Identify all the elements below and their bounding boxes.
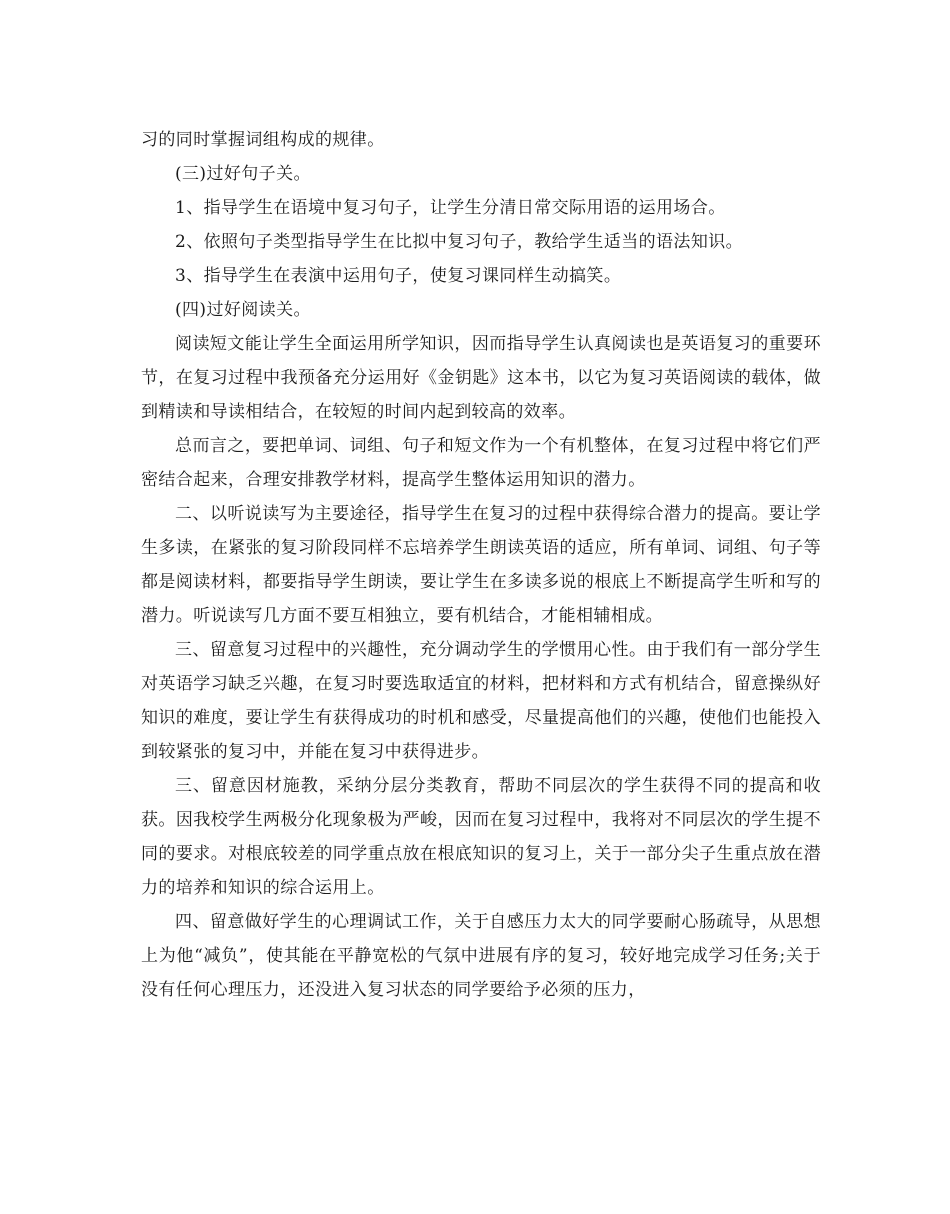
paragraph: 1、指导学生在语境中复习句子，让学生分清日常交际用语的运用场合。 [175, 198, 726, 218]
document-body [141, 123, 821, 1007]
paragraph: (三)过好句子关。 [175, 164, 311, 184]
paragraph: 习的同时掌握词组构成的规律。 [141, 130, 385, 150]
paragraph: 总而言之，要把单词、词组、句子和短文作为一个有机整体，在复习过程中将它们严密结合起来，合理安排教学材料，提高学生整体运用知识的潜力。 [141, 436, 821, 490]
paragraph: 阅读短文能让学生全面运用所学知识，因而指导学生认真阅读也是英语复习的重要环节，在复习过程中我预备充分运用好《金钥匙》这本书，以它为复习英语阅读的载体，做到精读和导读相结合，在较短的时间内起到较高的效率。 [141, 334, 821, 422]
paragraph: 3、指导学生在表演中运用句子，使复习课同样生动搞笑。 [175, 266, 622, 286]
paragraph: 二、以听说读写为主要途径，指导学生在复习的过程中获得综合潜力的提高。要让学生多读，在紧张的复习阶段同样不忘培养学生朗读英语的适应，所有单词、词组、句子等都是阅读材料，都要指导学生朗读，要让学生在多读多说的根底上不断提高学生听和写的潜力。听说读写几方面不要互相独立，要有机结合，才能相辅相成。 [141, 504, 821, 626]
paragraph: 三、留意因材施教，采纳分层分类教育，帮助不同层次的学生获得不同的提高和收获。因我校学生两极分化现象极为严峻，因而在复习过程中，我将对不同层次的学生提不同的要求。对根底较差的同学重点放在根底知识的复习上，关于一部分尖子生重点放在潜力的培养和知识的综合运用上。 [141, 776, 821, 898]
paragraph: 2、依照句子类型指导学生在比拟中复习句子，教给学生适当的语法知识。 [175, 232, 744, 252]
paragraph: 四、留意做好学生的心理调试工作，关于自感压力太大的同学要耐心肠疏导，从思想上为他“减负”，使其能在平静宽松的气氛中进展有序的复习，较好地完成学习任务;关于没有任何心理压力，还没进入复习状态的同学要给予必须的压力， [141, 912, 821, 1000]
paragraph: (四)过好阅读关。 [175, 300, 311, 320]
paragraph: 三、留意复习过程中的兴趣性，充分调动学生的学惯用心性。由于我们有一部分学生对英语学习缺乏兴趣，在复习时要选取适宜的材料，把材料和方式有机结合，留意操纵好知识的难度，要让学生有获得成功的时机和感受，尽量提高他们的兴趣，使他们也能投入到较紧张的复习中，并能在复习中获得进步。 [141, 640, 821, 762]
